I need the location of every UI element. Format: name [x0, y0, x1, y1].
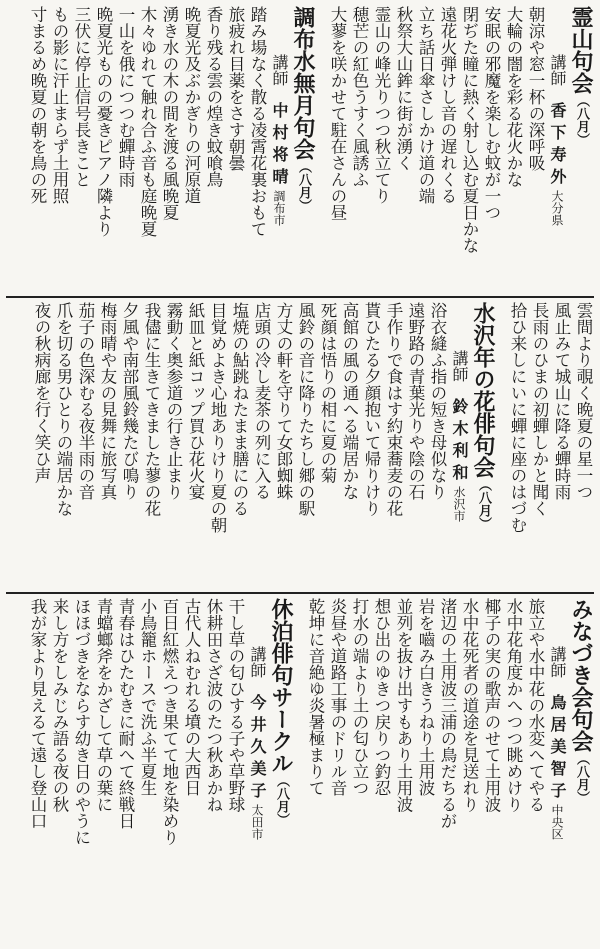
divider [6, 296, 594, 298]
lecturer-name: 中村将晴 [270, 102, 289, 190]
haiku-text: 百日紅燃えつき果てて地を染めり [160, 598, 179, 846]
column-gap [316, 6, 326, 292]
haiku-text: 古代人ねむれる墳の大西日 [182, 598, 201, 796]
haiku-text: 我が家より見えるて遠し登山口 [28, 598, 47, 829]
haiku-row [184, 302, 206, 588]
lecturer-line [448, 302, 470, 636]
group-date: （八月） [574, 94, 589, 146]
haiku-row [180, 598, 202, 901]
group-name: みなづき会句会 [568, 598, 594, 752]
lecturer-label: 講師 [270, 54, 289, 102]
haiku-row [360, 302, 382, 588]
haiku-row [382, 302, 404, 588]
haiku-row [140, 302, 162, 588]
haiku-row [272, 302, 294, 588]
haiku-row [136, 598, 158, 901]
haiku-row [70, 6, 92, 292]
haiku-row [458, 6, 480, 292]
haiku-text: 一山を俄につつむ蟬時雨 [116, 6, 135, 188]
group-title [470, 302, 496, 588]
lecturer-name: 鈴木利和 [450, 398, 469, 486]
haiku-row [326, 598, 348, 901]
haiku-row [294, 302, 316, 588]
haiku-text: 夜の秋病廊を行く笑ひ声 [32, 302, 51, 484]
haiku-text: 死顔は悟りの相に夏の菊 [318, 302, 337, 484]
haiku-text: 閉ぢた瞳に熱く射し込む夏日かな [460, 6, 479, 254]
group-date: （八月） [296, 160, 311, 212]
haiku-text: 青春はひたむきに耐へて終戦日 [116, 598, 135, 829]
haiku-row [414, 598, 436, 901]
haiku-row [550, 302, 572, 588]
haiku-text: 干し草の匂ひする子や草野球 [226, 598, 245, 813]
haiku-text: 水中花角度かへつつ眺めけり [504, 598, 523, 813]
haiku-row [480, 598, 502, 901]
haiku-text: 立ち話日傘さしかけ道の端 [416, 6, 435, 204]
group-title [290, 6, 316, 292]
haiku-row [202, 6, 224, 292]
haiku-text: 岩を嚙み白きうねり土用波 [416, 598, 435, 796]
haiku-text: 浴衣縫ふ指の短き母似なり [428, 302, 447, 500]
haiku-row [246, 6, 268, 292]
group-date: （八月） [476, 478, 491, 530]
haiku-row [26, 598, 48, 901]
haiku-row [96, 302, 118, 588]
block-middle [6, 302, 594, 588]
haiku-text: 香り残る雲の煌き蚊喰鳥 [204, 6, 223, 188]
lecturer-affiliation: 中央区 [550, 804, 564, 840]
group-name: 霊山句会 [568, 6, 594, 94]
haiku-row [224, 6, 246, 292]
lecturer-line [268, 6, 290, 340]
haiku-row [370, 598, 392, 901]
haiku-text: 青蟷螂斧をかざして草の葉に [94, 598, 113, 813]
haiku-row [228, 302, 250, 588]
lecturer-name: 今井久美子 [248, 694, 267, 804]
haiku-row [338, 302, 360, 588]
haiku-text: 茄子の色深むる夜半雨の音 [76, 302, 95, 500]
haiku-row [436, 6, 458, 292]
haiku-text: 拾ひ来しにいに蟬に座のはづむ [508, 302, 527, 533]
group-name: 水沢年の花俳句会 [470, 302, 496, 478]
haiku-text: 風止みて城山に降る蟬時雨 [552, 302, 571, 500]
haiku-row [180, 6, 202, 292]
haiku-row [572, 302, 594, 588]
haiku-text: 遠花火弾けし音の遅れくる [438, 6, 457, 204]
haiku-row [118, 302, 140, 588]
haiku-row [48, 598, 70, 901]
haiku-row [92, 598, 114, 901]
haiku-row [458, 598, 480, 901]
haiku-text: 晩夏光ものの憂きピアノ隣より [94, 6, 113, 237]
lecturer-line [246, 598, 268, 949]
lecturer-line [546, 6, 568, 340]
haiku-text: 水中花死者の道途を見送れり [460, 598, 479, 813]
haiku-text: 想ひ出のゆきつ戻りつ釣忍 [372, 598, 391, 796]
haiku-text: 目覚めよき心地ありけり夏の朝 [208, 302, 227, 533]
lecturer-affiliation: 大分県 [550, 190, 564, 226]
haiku-text: 湧き水の木の間を渡る風晩夏 [160, 6, 179, 221]
haiku-row [326, 6, 348, 292]
haiku-row [414, 6, 436, 292]
haiku-text: 旅立や水中花の水変へてやる [526, 598, 545, 813]
lecturer-line [546, 598, 568, 949]
haiku-row [74, 302, 96, 588]
lecturer-affiliation: 太田市 [250, 804, 264, 840]
haiku-row [480, 6, 502, 292]
haiku-row [502, 598, 524, 901]
haiku-row [524, 598, 546, 901]
lecturer-label: 講師 [548, 646, 567, 694]
lecturer-label: 講師 [450, 350, 469, 398]
haiku-row [392, 598, 414, 901]
haiku-row [158, 598, 180, 901]
haiku-row [114, 598, 136, 901]
haiku-text: 並列を抜け出すもあり土用波 [394, 598, 413, 813]
haiku-text: 貰ひたる夕顔抱いて帰りけり [362, 302, 381, 517]
haiku-row [48, 6, 70, 292]
haiku-text: 紙皿と紙コップ買ひ花火宴 [186, 302, 205, 500]
haiku-row [436, 598, 458, 901]
haiku-row [92, 6, 114, 292]
haiku-text: 渚辺の土用波三浦の鳥だちるが [438, 598, 457, 829]
haiku-text: 安眠の邪魔を楽しむ蚊が一つ [482, 6, 501, 221]
group-date: （八月） [274, 774, 289, 826]
group-title [568, 6, 594, 292]
haiku-text: 秋祭大山鉾に街が湧く [394, 6, 413, 171]
haiku-text: 爪を切る男ひとりの端居かな [54, 302, 73, 517]
haiku-text: 霧動く奥参道の行き止まり [164, 302, 183, 500]
lecturer-name: 鳥居美智子 [548, 694, 567, 804]
haiku-text: 乾坤に音絶ゆ炎暑極まりて [306, 598, 325, 796]
group-title [568, 598, 594, 901]
haiku-text: 長雨のひまの初蟬しかと聞く [530, 302, 549, 517]
block-top [6, 6, 594, 292]
haiku-text: 風鈴の音に降りたちし郷の駅 [296, 302, 315, 517]
haiku-text: 休耕田さざ波のたつ秋あかね [204, 598, 223, 813]
haiku-text: 高館の風の通へる端居かな [340, 302, 359, 500]
group-name: 休泊俳句サークル [268, 598, 294, 774]
haiku-text: 三伏に停止信号長きこと [72, 6, 91, 188]
lecturer-affiliation: 調布市 [272, 190, 286, 226]
column-gap [294, 598, 304, 901]
haiku-row [70, 598, 92, 901]
group-name: 調布水無月句会 [290, 6, 316, 160]
lecturer-name: 香下寿外 [548, 102, 567, 190]
haiku-text: 大輪の闇を彩る花火かな [504, 6, 523, 188]
haiku-text: 方丈の軒を守りて女郎蜘蛛 [274, 302, 293, 500]
lecturer-label: 講師 [248, 646, 267, 694]
haiku-row [250, 302, 272, 588]
haiku-row [348, 598, 370, 901]
haiku-row [30, 302, 52, 588]
group-title [268, 598, 294, 901]
haiku-text: 手作りで食はす約束蕎麦の花 [384, 302, 403, 517]
haiku-text: 炎昼や道路工事のドリル音 [328, 598, 347, 796]
haiku-text: 我儘に生きてきました蓼の花 [142, 302, 161, 517]
haiku-row [202, 598, 224, 901]
haiku-row [426, 302, 448, 588]
haiku-row [528, 302, 550, 588]
haiku-row [52, 302, 74, 588]
haiku-row [224, 598, 246, 901]
haiku-text: もの影に汗止まらず土用照 [50, 6, 69, 204]
haiku-text: 来し方をしみじみ語る夜の秋 [50, 598, 69, 813]
haiku-text: 寸まるめ晩夏の朝を鳥の死 [28, 6, 47, 204]
haiku-text: ほほづきをならす幼き日のやうに [72, 598, 91, 846]
haiku-text: 木々ゆれて触れ合ふ音も庭晩夏 [138, 6, 157, 237]
haiku-text: 店頭の冷し麦茶の列に入る [252, 302, 271, 500]
haiku-text: 小鳥籠ホースで洗ふ半夏生 [138, 598, 157, 796]
lecturer-label: 講師 [548, 54, 567, 102]
haiku-row [502, 6, 524, 292]
haiku-text: 穂芒の紅色うすく風誘ふ [350, 6, 369, 188]
column-gap [496, 302, 506, 588]
haiku-text: 椰子の実の歌声のせて土用波 [482, 598, 501, 813]
haiku-text: 晩夏光及ぶかぎりの河原道 [182, 6, 201, 204]
lecturer-affiliation: 水沢市 [452, 486, 466, 522]
haiku-text: 塩焼の鮎跳ねたまま膳にのる [230, 302, 249, 517]
haiku-text: 雲間より覗く晩夏の星一つ [574, 302, 593, 500]
block-bottom [6, 598, 594, 901]
haiku-text: 大蓼を咲かせて駐在さんの昼 [328, 6, 347, 221]
haiku-text: 踏み場なく散る凌霄花裏おもて [248, 6, 267, 237]
haiku-text: 夕風や南部風鈴幾たび鳴り [120, 302, 139, 500]
haiku-text: 打水の端より土の匂ひ立つ [350, 598, 369, 796]
haiku-row [316, 302, 338, 588]
haiku-row [348, 6, 370, 292]
haiku-row [392, 6, 414, 292]
haiku-row [506, 302, 528, 588]
haiku-text: 朝涼や窓一杯の深呼吸 [526, 6, 545, 171]
haiku-text: 霊山の峰光りつつ秋立てり [372, 6, 391, 204]
haiku-row [524, 6, 546, 292]
haiku-row [162, 302, 184, 588]
haiku-row [206, 302, 228, 588]
haiku-text: 遠野路の青葉光りや陰の石 [406, 302, 425, 500]
haiku-row [158, 6, 180, 292]
haiku-row [136, 6, 158, 292]
haiku-row [404, 302, 426, 588]
haiku-row [304, 598, 326, 901]
haiku-row [114, 6, 136, 292]
divider [6, 592, 594, 594]
haiku-row [26, 6, 48, 292]
haiku-text: 旅疲れ目薬をさす朝曇 [226, 6, 245, 171]
group-date: （八月） [574, 752, 589, 804]
haiku-text: 梅雨晴や友の見舞に旅写真 [98, 302, 117, 500]
haiku-row [370, 6, 392, 292]
